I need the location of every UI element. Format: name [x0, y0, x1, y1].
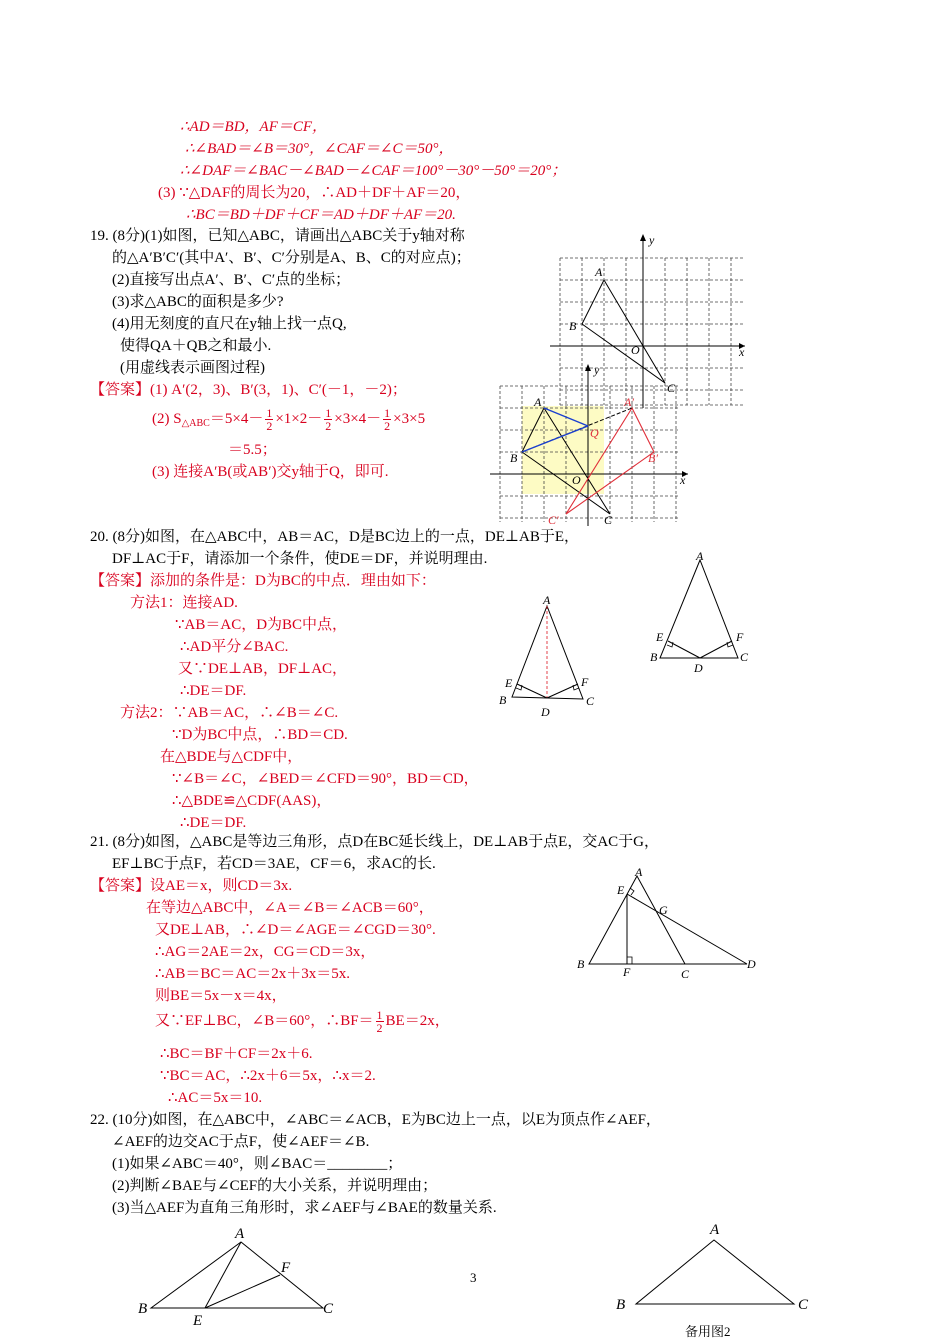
label-A: A: [595, 265, 603, 279]
q20-answer-line: ∴△BDE≌△CDF(AAS)，: [172, 793, 332, 809]
label-B: B: [499, 693, 507, 707]
answer-label: 【答案】: [90, 573, 151, 589]
prev-answer-line-3: ∴∠DAF＝∠BAC－∠BAD－∠CAF＝100°－30°－50°＝20°；: [180, 163, 567, 179]
q22-line-5: (3)当△AEF为直角三角形时，求∠AEF与∠BAE的数量关系.: [112, 1200, 497, 1216]
q22-line-4: (2)判断∠BAE与∠CEF的大小关系，并说明理由；: [112, 1178, 438, 1194]
label-B-prime: B′: [648, 451, 658, 465]
label-F: F: [281, 1260, 291, 1276]
answer-text: 添加的条件是：D为BC的中点．理由如下：: [150, 573, 436, 589]
label-A-prime: A′: [624, 395, 634, 409]
q21-answer-line: ∴BC＝BF＋CF＝2x＋6.: [160, 1046, 313, 1062]
label-C: C: [740, 650, 749, 664]
label-E: E: [656, 630, 664, 644]
q21-answer-line: ∴AC＝5x＝10.: [168, 1090, 263, 1106]
label-A: A: [635, 865, 643, 879]
answer-part: ×1×2－: [275, 411, 323, 427]
label-F: F: [623, 965, 631, 979]
label-B: B: [650, 650, 658, 664]
answer-label: 【答案】: [90, 382, 151, 398]
label-C: C: [323, 1301, 334, 1317]
q19-line-1: 19. (8分)(1)如图，已知△ABC，请画出△ABC关于y轴对称: [90, 228, 465, 244]
q22-figure: [135, 1222, 350, 1337]
label-O: O: [631, 343, 640, 357]
numerator: 1: [325, 406, 332, 421]
q21-figure: [575, 866, 765, 981]
fraction-half: [324, 407, 332, 432]
q19-line-5: (4)用无刻度的直尺在y轴上找一点Q,: [112, 316, 347, 332]
label-A: A: [543, 593, 551, 607]
q22-line-2: ∠AEF的边交AC于点F，使∠AEF＝∠B.: [112, 1134, 370, 1150]
label-x: x: [680, 473, 686, 487]
q22-line-3: (1)如果∠ABC＝40°，则∠BAC＝________；: [112, 1156, 403, 1172]
label-B: B: [616, 1297, 626, 1313]
label-E: E: [193, 1313, 203, 1329]
q20-answer-line: 又∵DE⊥AB，DF⊥AC，: [178, 661, 348, 677]
label-D: D: [541, 705, 550, 719]
q21-answer-line: 又DE⊥AB，∴∠D＝∠AGE＝∠CGD＝30°.: [155, 922, 436, 938]
answer-part: ×3×5: [393, 411, 426, 427]
q21-answer-line: ∴AB＝BC＝AC＝2x＋3x＝5x.: [155, 966, 350, 982]
label-B: B: [510, 451, 518, 465]
numerator: 1: [384, 406, 391, 421]
q20-question-figure: [648, 548, 758, 678]
label-D: D: [694, 661, 703, 675]
label-E: E: [617, 883, 625, 897]
prev-answer-line-2: ∴∠BAD＝∠B＝30°，∠CAF＝∠C＝50°，: [185, 141, 454, 157]
label-C: C: [667, 381, 676, 395]
q19-answer-2: [152, 405, 425, 438]
q21-answer-line: ∴AG＝2AE＝2x，CG＝CD＝3x，: [155, 944, 376, 960]
q20-answer-line: 方法1：连接AD.: [130, 595, 238, 611]
q20-answer-figure: [495, 590, 605, 720]
answer-part: ×3×4－: [334, 411, 382, 427]
q21-line-1: 21. (8分)如图，△ABC是等边三角形，点D在BC延长线上，DE⊥AB于点E，交AC于G，: [90, 834, 659, 850]
label-C: C: [604, 513, 613, 527]
q21-line-2: EF⊥BC于点F，若CD＝3AE，CF＝6，求AC的长.: [112, 856, 436, 872]
answer-text: 设AE＝x，则CD＝3x.: [150, 878, 293, 894]
label-D: D: [747, 957, 756, 971]
q20-answer-line: ∵D为BC中点，∴BD＝CD.: [172, 727, 348, 743]
q19-answer-2-result: ＝5.5；: [228, 442, 277, 458]
subscript: △ABC: [181, 418, 210, 429]
label-C: C: [586, 694, 595, 708]
numerator: 1: [266, 406, 273, 421]
page-number: 3: [470, 1270, 477, 1285]
label-C: C: [681, 967, 690, 981]
denominator: 2: [266, 419, 273, 434]
q20-answer-header: [90, 571, 436, 591]
q20-answer-line: 方法2：∵AB＝AC，∴∠B＝∠C.: [120, 705, 339, 721]
q20-line-2: DF⊥AC于F，请添加一个条件，使DE＝DF，并说明理由.: [112, 551, 488, 567]
label-A: A: [696, 549, 704, 563]
q22-spare-figure: [610, 1218, 820, 1313]
label-B: B: [577, 957, 585, 971]
numerator: 1: [376, 1008, 383, 1023]
fraction-half: [383, 407, 391, 432]
label-F: F: [736, 630, 744, 644]
label-A: A: [534, 395, 542, 409]
label-C-prime: C′: [548, 513, 559, 527]
q20-answer-line: ∴DE＝DF.: [180, 683, 247, 699]
label-x: x: [739, 345, 745, 359]
label-Q: Q: [590, 426, 599, 440]
label-G: G: [659, 903, 668, 917]
denominator: 2: [384, 419, 391, 434]
fraction-half: [265, 407, 273, 432]
answer-part: ＝5×4－: [209, 411, 264, 427]
q19-answer-figure: [490, 362, 695, 532]
label-A: A: [235, 1226, 245, 1242]
label-y: y: [649, 233, 655, 247]
q21-answer-header: [90, 876, 292, 896]
q21-answer-line: ∵BC＝AC，∴2x＋6＝5x，∴x＝2.: [160, 1068, 376, 1084]
q19-answer-1: [90, 380, 407, 400]
answer-text: (1) A′(2，3)、B′(3，1)、C′(－1，－2)；: [150, 382, 407, 398]
q20-answer-line: ∵∠B＝∠C，∠BED＝∠CFD＝90°，BD＝CD，: [172, 771, 479, 787]
label-F: F: [581, 675, 589, 689]
label-A: A: [710, 1222, 720, 1238]
prev-answer-line-5: ∴BC＝BD＋DF＋CF＝AD＋DF＋AF＝20.: [186, 207, 456, 223]
q20-answer-line: 在△BDE与△CDF中，: [160, 749, 303, 765]
denominator: 2: [325, 419, 332, 434]
q22-line-1: 22. (10分)如图，在△ABC中，∠ABC＝∠ACB，E为BC边上一点，以E为顶点作∠AEF，: [90, 1112, 661, 1128]
answer-part: (2) S: [152, 411, 182, 427]
prev-answer-line-1: ∴AD＝BD，AF＝CF，: [180, 119, 328, 135]
label-y: y: [594, 363, 600, 377]
denominator: 2: [376, 1021, 383, 1036]
q20-line-1: 20. (8分)如图，在△ABC中，AB＝AC，D是BC边上的一点，DE⊥AB于E，: [90, 529, 579, 545]
answer-part: BE＝2x，: [385, 1013, 450, 1029]
q20-answer-line: ∵AB＝AC，D为BC中点，: [175, 617, 348, 633]
label-O: O: [572, 473, 581, 487]
q19-line-2: 的△A′B′C′(其中A′、B′、C′分别是A、B、C的对应点)；: [112, 250, 471, 266]
answer-part: 又∵EF⊥BC，∠B＝60°，∴BF＝: [155, 1013, 374, 1029]
q21-answer-line-fraction: [155, 1007, 450, 1035]
answer-label: 【答案】: [90, 878, 151, 894]
fraction-half: [376, 1009, 384, 1034]
q21-answer-line: 在等边△ABC中，∠A＝∠B＝∠ACB＝60°，: [146, 900, 434, 916]
q19-line-4: (3)求△ABC的面积是多少?: [112, 294, 284, 310]
q19-line-7: (用虚线表示画图过程): [120, 360, 265, 376]
label-B: B: [138, 1301, 148, 1317]
q21-answer-line: 则BE＝5x－x＝4x，: [155, 988, 287, 1004]
label-B: B: [569, 319, 577, 333]
q19-line-6: 使得QA＋QB之和最小.: [120, 338, 272, 354]
q20-answer-line: ∴AD平分∠BAC.: [180, 639, 289, 655]
q19-line-3: (2)直接写出点A′、B′、C′点的坐标；: [112, 272, 351, 288]
spare-figure-caption: 备用图2: [685, 1324, 731, 1339]
label-E: E: [505, 676, 513, 690]
prev-answer-line-4: (3) ∵△DAF的周长为20，∴AD＋DF＋AF＝20，: [158, 185, 471, 201]
q20-answer-line: ∴DE＝DF.: [180, 815, 247, 831]
q19-answer-3: (3) 连接A′B(或AB′)交y轴于Q，即可.: [152, 464, 389, 480]
label-C: C: [798, 1297, 809, 1313]
